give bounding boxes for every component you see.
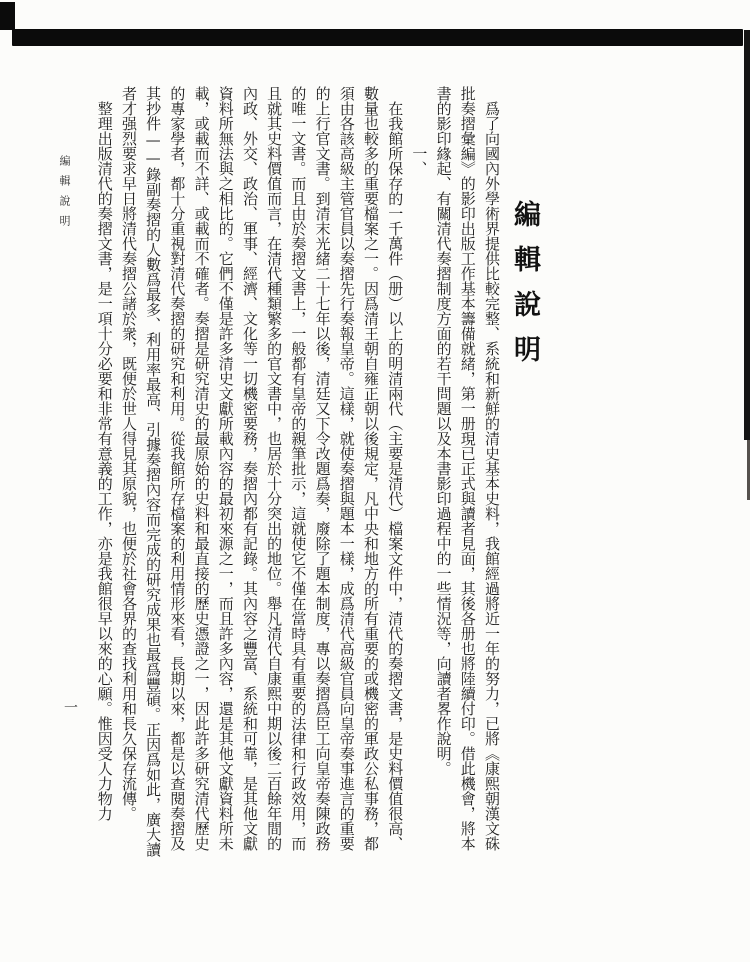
scan-artifact-top-bar: [12, 29, 743, 46]
section-one-paragraph: 在我館所保存的一千萬件（册）以上的明清兩代（主要是清代）檔案文件中，清代的奏摺文書，是史料價值很高、數量也較多的重要檔案之一。因爲清王朝自雍正朝以後規定，凡中央和地方的所有重要的或機密的軍政公私事務，都須由各該高級主管官員以奏摺先行奏報皇帝。這樣，就使奏摺與題本一樣，成爲清代高級官員向皇帝奏事進言的重要的上行官文書。到清末光緒二十七年以後，清廷又下令改題爲奏，廢除了題本制度，專以奏摺爲臣工向皇帝奏陳政務的唯一文書。而且由於奏摺文書上，一般都有皇帝的親筆批示，這就使它不僅在當時具有重要的法律和行政效用，而且就其史料價值而言，在清代種類繁多的官文書中，也居於十分突出的地位。舉凡清代自康熙中期以後二百餘年間的內政、外交、政治、軍事、經濟、文化等一切機密要務，奏摺內都有記錄。其內容之豐富、系統和可靠，是其他文獻資料所無法與之相比的。它們不僅是許多清史文獻所載內容的最初來源之一，而且許多內容，還是其他文獻資料所未載，或載而不詳、或載而不確者。奏摺是研究清史的最原始的史料和最直接的歷史憑證之一，因此許多研究清代歷史的專家學者，都十分重視對清代奏摺的研究和利用。從我館所存檔案的利用情形來看，長期以來，都是以查閱奏摺及其抄件——錄副奏摺的人數爲最多、利用率最高、引據奏摺內容而完成的研究成果也最爲豐碩。正因爲如此，廣大讀者才强烈要求早日將清代奏摺公諸於衆，既便於世人得見其原貌，也便於社會各界的查找利用和長久保存流傳。: [119, 86, 405, 857]
closing-paragraph: 整理出版清代的奏摺文書，是一項十分必要和非常有意義的工作，亦是我館很早以來的心願。惟因受人力物力: [95, 101, 114, 821]
document-body: [80, 86, 504, 861]
scan-artifact-top-left-mark: [0, 2, 15, 30]
page-title: 編輯說明: [509, 200, 540, 380]
scan-artifact-right-edge: [744, 30, 750, 440]
intro-paragraph: 爲了向國內外學術界提供比較完整、系統和新鮮的清史基本史料，我館經過將近一年的努力，已將《康熙朝漢文硃批奏摺彙編》的影印出版工作基本籌備就緒，第一册現已正式與讀者見面，其後各册也將陸續付印。借此機會，將本書的影印緣起、有關清代奏摺制度方面的若干問題以及本書影印過程中的一些情況等，向讀者畧作說明。: [434, 86, 501, 851]
page-number: 一: [62, 700, 78, 714]
margin-running-title: 編輯說明: [58, 155, 71, 235]
section-number: 一、: [410, 146, 429, 176]
